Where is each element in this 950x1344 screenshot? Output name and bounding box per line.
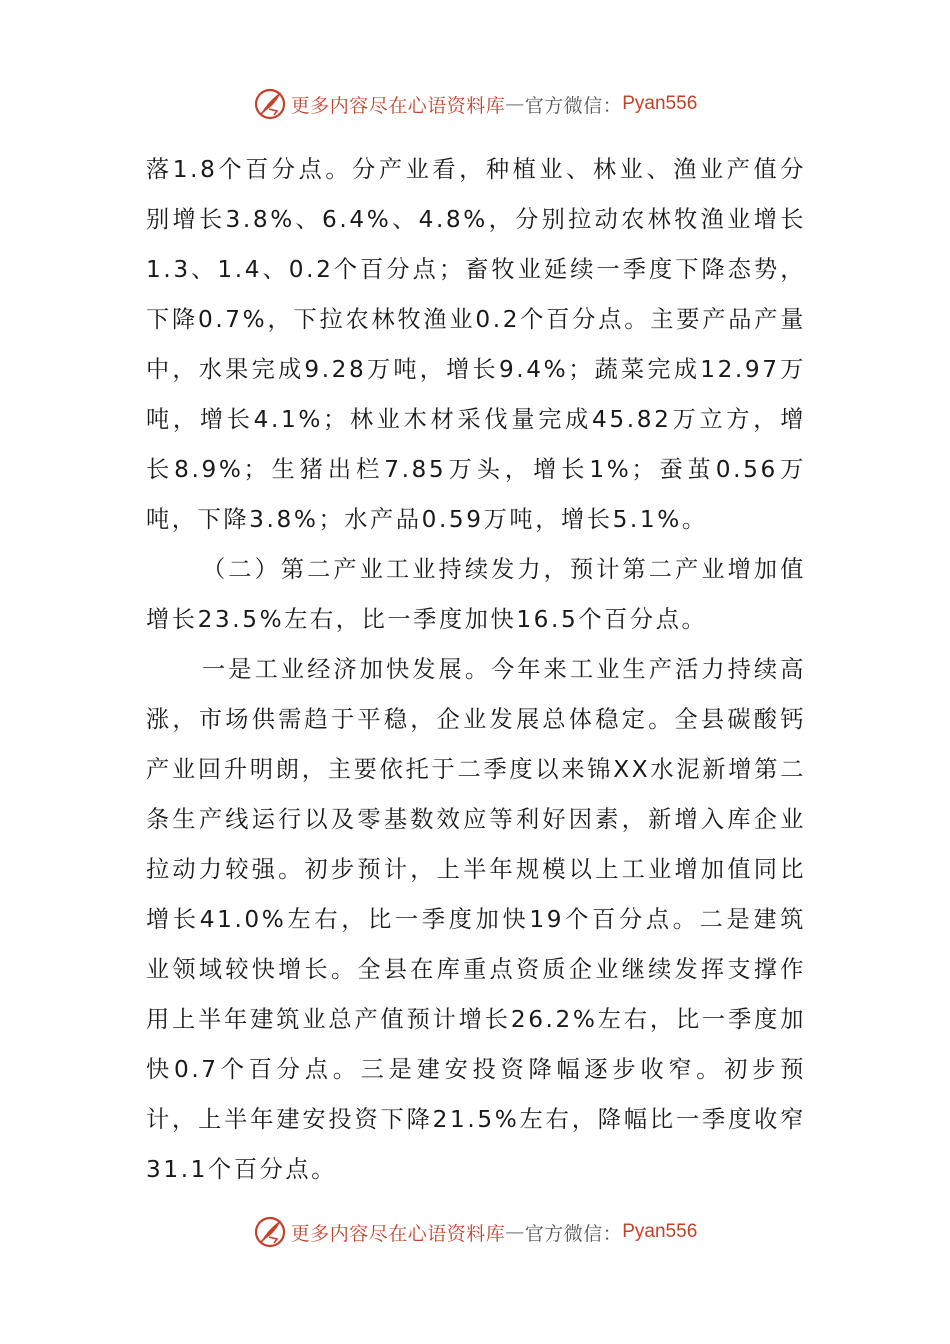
paragraph-section-heading: （二）第二产业工业持续发力，预计第二产业增加值增长23.5%左右，比一季度加快16.5个百分点。 (146, 556, 806, 633)
watermark-wechat-label: 官方微信： (524, 94, 623, 117)
watermark-banner-top (0, 84, 950, 124)
document-body (146, 145, 806, 1195)
watermark-dash: — (505, 93, 525, 115)
paragraph-industry-details: 一是工业经济加快发展。今年来工业生产活力持续高涨，市场供需趋于平稳，企业发展总体稳定。全县碳酸钙产业回升明朗，主要依托于二季度以来锦XX水泥新增第二条生产线运行以及零基数效应等利好因素，新增入库企业拉动力较强。初步预计，上半年规模以上工业增加值同比增长41.0%左右，比一季度加快19个百分点。二是建筑业领域较快增长。全县在库重点资质企业继续发挥支撑作用上半年建筑业总产值预计增长26.2%左右，比一季度加快0.7个百分点。三是建安投资降幅逐步收窄。初步预计，上半年建安投资下降21.5%左右，降幅比一季度收窄31.1个百分点。 (146, 656, 806, 1183)
watermark-handle: Pyan556 (622, 1221, 698, 1242)
watermark-text: 更多内容尽在心语资料库 (290, 94, 506, 117)
watermark-dash: — (505, 1221, 525, 1243)
watermark-wechat-label: 官方微信： (524, 1222, 623, 1245)
watermark-banner-bottom (0, 1212, 950, 1252)
watermark-handle: Pyan556 (622, 93, 698, 114)
quill-logo-icon (253, 1215, 287, 1249)
paragraph-continued: 落1.8个百分点。分产业看，种植业、林业、渔业产值分别增长3.8%、6.4%、4.8%，分别拉动农林牧渔业增长1.3、1.4、0.2个百分点；畜牧业延续一季度下降态势，下降0.7%，下拉农林牧渔业0.2个百分点。主要产品产量中，水果完成9.28万吨，增长9.4%；蔬菜完成12.97万吨，增长4.1%；林业木材采伐量完成45.82万立方，增长8.9%；生猪出栏7.85万头，增长1%；蚕茧0.56万吨，下降3.8%；水产品0.59万吨，增长5.1%。 (146, 156, 806, 533)
watermark-text: 更多内容尽在心语资料库 (290, 1222, 506, 1245)
quill-logo-icon (253, 87, 287, 121)
